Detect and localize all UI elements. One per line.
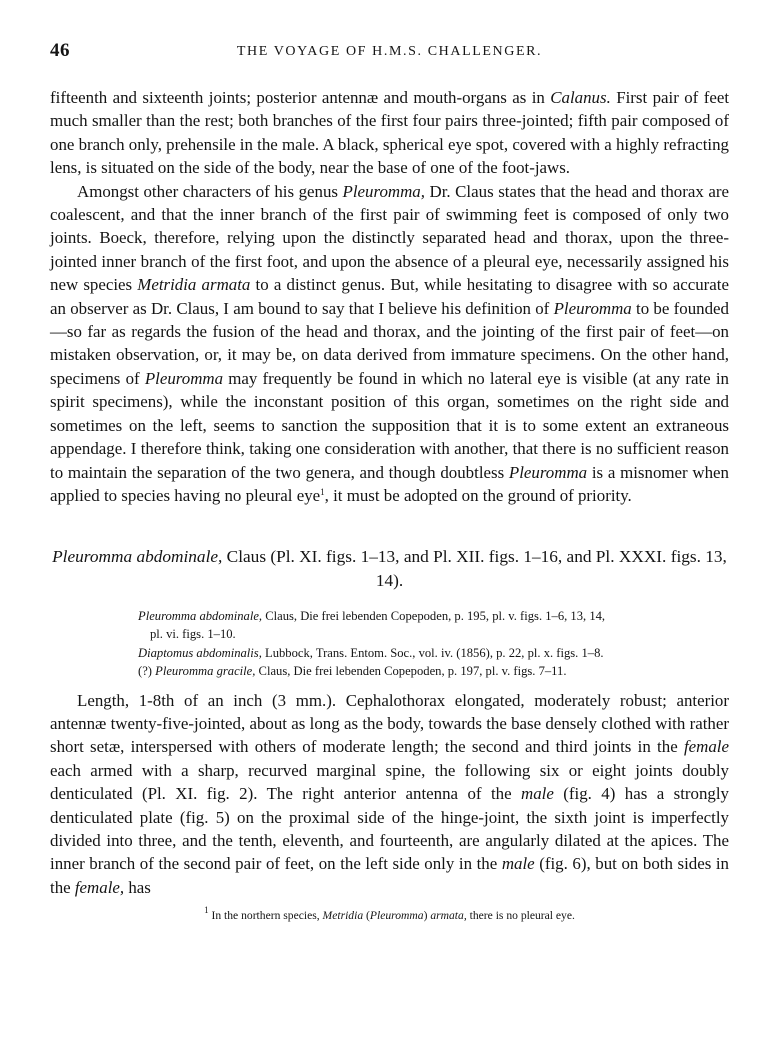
genus-name: Calanus. [550,88,611,107]
synonym-entry [138,607,729,626]
text-run: Length, 1-8th of an inch (3 mm.). Cephalothorax elongated, moderately robust; anterior antennæ twenty-five-jointed, about as long as the body, towards the base densely clothed with rather short setæ, interspersed with others of moderate length; the second and third joints in the [50,690,729,757]
genus-name: Pleuromma [553,298,632,318]
species-plate-refs: Claus (Pl. XI. figs. 1–13, and Pl. XII. figs. 1–16, and Pl. XXXI. figs. 13, 14). [222,547,727,590]
text-run: ( [363,909,370,923]
synonym-reference: Claus, Die frei lebenden Copepoden, p. 197, pl. v. figs. 7–11. [255,664,567,678]
sex-term: female [683,737,729,757]
synonym-name: Pleuromma abdominale, [138,608,263,623]
text-run: Dr. Claus states that the head and thorax are coalescent, and that the inner branch of the first pair of swimming feet is composed of only two joints. Boeck, therefore, relying upon the distinctly separated head and thorax, upon the three-jointed inner branch of the first foot, and upon the absence of a pleural eye, necessarily assigned his new species [50,181,729,295]
text-run: (fig. 6), but on both sides in the [50,854,730,897]
genus-name: Metridia [322,909,364,923]
running-head [50,40,729,66]
paragraph-genus-discussion [50,180,729,508]
paragraph-description [50,689,729,900]
synonym-reference: pl. vi. figs. 1–10. [150,627,236,641]
synonym-entry [138,644,729,663]
footnote [50,905,729,924]
synonym-entry [138,662,729,681]
text-run: has [124,877,151,897]
text-run: to a distinct genus. But, while hesitating to disagree with so accurate an observer as Dr. Claus, I am bound to say that I believe his definition of [50,275,729,318]
sex-term: male [521,784,554,804]
text-run: fifteenth and sixteenth joints; posterior antennæ and mouth-organs as in [50,88,551,107]
genus-name: Pleuromma, [342,181,425,201]
genus-name: Pleuromma [369,909,424,923]
genus-name: Pleuromma [508,462,588,482]
synonym-name: Pleuromma gracile, [155,664,256,678]
footnote-marker: 1 [320,486,325,497]
text-run: each armed with a sharp, recurved marginal spine, the following six or eight joints doubly denticulated (Pl. XI. fig. 2). The right anterior antenna of the [50,760,729,804]
synonym-entry-continuation [138,625,729,644]
paragraph-continuation [50,86,729,180]
genus-name: Pleuromma [144,368,224,388]
page-number: 46 [50,40,70,61]
text-run: there is no pleural eye. [466,909,575,923]
text-run: Amongst other characters of his genus [77,181,343,201]
sex-term: female, [74,877,125,897]
footnote-marker: 1 [204,905,209,916]
text-run: In the northern species, [208,909,323,923]
synonym-reference: Lubbock, Trans. Entom. Soc., vol. iv. (1856), p. 22, pl. x. figs. 1–8. [261,645,604,660]
text-run: First pair of feet much smaller than the rest; both branches of the first four pairs three-jointed; fifth pair composed of one branch only, prehensile in the male. A black, spherical eye spot, covered with a highly refracting lens, is situated on the side of the body, near the base of one of the foot-jaws. [50,88,730,178]
sex-term: male [501,854,535,874]
book-page [50,40,729,924]
text-run: to be founded—so far as regards the fusion of the head and thorax, and the jointing of the first pair of feet—on mistaken observation, or, it may be, on data derived from immature specimens. On the other hand, specimens of [50,298,729,388]
species-name: Pleuromma abdominale, [52,547,223,567]
synonym-name: Diaptomus abdominalis, [138,645,262,660]
text-run: (fig. 4) has a strongly denticulated plate (fig. 5) on the proximal side of the hinge-joint, the sixth joint is imperfectly divided into three, and the tenth, eleventh, and fourteenth, are angularly dilated at the apices. The inner branch of the second pair of feet, on the left side only in the [50,784,729,874]
synonymy-list [50,607,729,681]
uncertain-marker: (?) [138,664,156,678]
text-run: ) [423,909,431,923]
running-title: THE VOYAGE OF H.M.S. CHALLENGER. [236,44,543,59]
text-run: is a misnomer when applied to species having no pleural eye [50,462,729,505]
species-name: Metridia armata [137,275,251,295]
species-name: armata, [430,909,467,923]
synonym-reference: Claus, Die frei lebenden Copepoden, p. 195, pl. v. figs. 1–6, 13, 14, [262,608,606,623]
species-heading [50,545,729,592]
text-run: may frequently be found in which no lateral eye is visible (at any rate in spirit specimens), while the inconstant position of this organ, sometimes on the right side and sometimes on the left, seems to sanction the supposition that it is to some extent an extraneous appendage. I therefore think, taking one consideration with another, that there is no sufficient reason to maintain the separation of the two genera, and though doubtless [50,368,729,482]
text-run: , it must be adopted on the ground of priority. [324,485,632,505]
